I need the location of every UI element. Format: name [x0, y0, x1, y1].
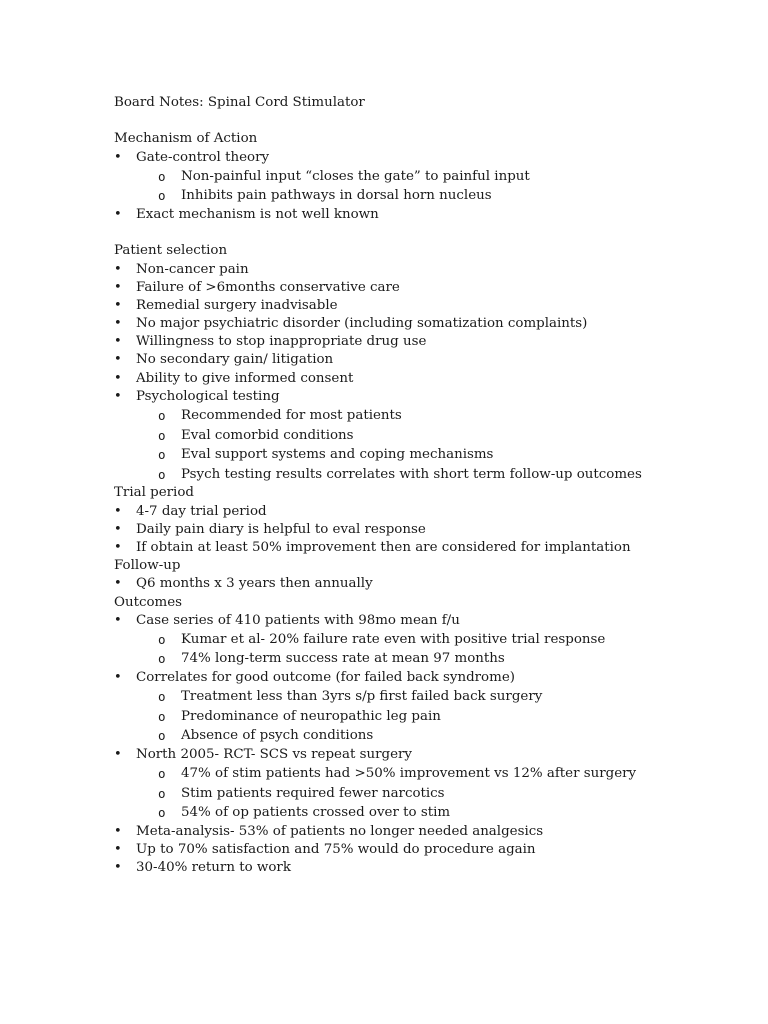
sub-bullet-item [114, 649, 744, 669]
sub-bullet-text: 47% of stim patients had >50% improvement vs 12% after surgery [181, 766, 637, 782]
bullet-item [114, 297, 744, 315]
sub-bullet-item [114, 764, 744, 784]
sub-bullet-item [114, 784, 744, 804]
sub-bullet-text: Recommended for most patients [181, 408, 402, 423]
bullet-marker: • [114, 388, 122, 404]
document-body [114, 130, 744, 877]
sub-bullet-item [114, 726, 744, 746]
sub-bullet-text: Treatment less than 3yrs s/p first failed back surgery [181, 689, 543, 705]
sub-bullet-marker: o [158, 766, 166, 782]
bullet-text: 4-7 day trial period [136, 503, 267, 519]
sub-bullet-text: Psych testing results correlates with short term follow-up outcomes [181, 466, 642, 482]
bullet-item [114, 388, 744, 406]
sub-bullet-text: Stim patients required fewer narcotics [181, 785, 445, 801]
sub-bullet-text: Eval comorbid conditions [181, 427, 354, 443]
bullet-text: Ability to give informed consent [136, 370, 354, 386]
bullet-text: Correlates for good outcome (for failed back syndrome) [136, 670, 515, 686]
sub-bullet-item [114, 426, 744, 446]
bullet-item [114, 521, 744, 539]
sub-bullet-item [114, 707, 744, 727]
sub-bullet-item [114, 687, 744, 707]
bullet-text: No major psychiatric disorder (including somatization complaints) [136, 316, 588, 332]
bullet-text: Q6 months x 3 years then annually [136, 576, 373, 592]
bullet-marker: • [114, 334, 122, 350]
bullet-marker: • [114, 206, 122, 222]
sub-bullet-marker: o [158, 447, 166, 463]
bullet-text: Meta-analysis- 53% of patients no longer needed analgesics [136, 824, 544, 839]
sub-bullet-item [114, 445, 744, 465]
bullet-item [114, 149, 744, 167]
document-title: Board Notes: Spinal Cord Stimulator [114, 95, 365, 110]
bullet-text: Remedial surgery inadvisable [136, 297, 338, 313]
spacer [114, 224, 744, 242]
bullet-text: North 2005- RCT- SCS vs repeat surgery [136, 747, 412, 763]
bullet-marker: • [114, 747, 122, 763]
sub-bullet-marker: o [158, 805, 166, 821]
bullet-text: Failure of >6months conservative care [136, 279, 400, 295]
bullet-marker: • [114, 503, 122, 519]
bullet-marker: • [114, 842, 122, 858]
bullet-text: Case series of 410 patients with 98mo mean f/u [136, 612, 460, 628]
spacer [114, 112, 744, 130]
sub-bullet-marker: o [158, 689, 166, 705]
bullet-marker: • [114, 370, 122, 386]
bullet-marker: • [114, 670, 122, 686]
sub-bullet-text: Absence of psych conditions [181, 728, 374, 744]
bullet-marker: • [114, 297, 122, 313]
bullet-item [114, 333, 744, 351]
bullet-text: If obtain at least 50% improvement then are considered for implantation [136, 539, 631, 555]
bullet-item [114, 841, 744, 859]
bullet-item [114, 370, 744, 388]
sub-bullet-text: 54% of op patients crossed over to stim [181, 805, 451, 821]
bullet-item [114, 206, 744, 224]
sub-bullet-text: Inhibits pain pathways in dorsal horn nucleus [181, 188, 492, 204]
bullet-item [114, 503, 744, 521]
bullet-marker: • [114, 279, 122, 295]
bullet-item [114, 823, 744, 841]
bullet-marker: • [114, 539, 122, 555]
bullet-item [114, 315, 744, 333]
bullet-text: Daily pain diary is helpful to eval response [136, 521, 426, 537]
sub-bullet-marker: o [158, 188, 166, 204]
bullet-item [114, 575, 744, 593]
bullet-item [114, 669, 744, 687]
section-heading: Follow-up [114, 558, 181, 574]
bullet-text: Psychological testing [136, 388, 280, 404]
sub-bullet-marker: o [158, 466, 166, 482]
sub-bullet-marker: o [158, 708, 166, 724]
sub-bullet-text: 74% long-term success rate at mean 97 months [181, 651, 505, 667]
section-heading: Trial period [114, 485, 194, 501]
sub-bullet-text: Kumar et al- 20% failure rate even with positive trial response [181, 631, 606, 647]
bullet-text: Willingness to stop inappropriate drug use [136, 334, 427, 350]
sub-bullet-item [114, 630, 744, 650]
sub-bullet-text: Predominance of neuropathic leg pain [181, 708, 441, 724]
bullet-text: Exact mechanism is not well known [136, 206, 379, 222]
bullet-text: No secondary gain/ litigation [136, 352, 334, 368]
bullet-text: 30-40% return to work [136, 860, 291, 876]
bullet-marker: • [114, 860, 122, 876]
bullet-item [114, 746, 744, 764]
sub-bullet-text: Non-painful input “closes the gate” to painful input [181, 168, 530, 184]
bullet-marker: • [114, 352, 122, 368]
bullet-marker: • [114, 316, 122, 332]
sub-bullet-text: Eval support systems and coping mechanisms [181, 447, 494, 463]
sub-bullet-marker: o [158, 631, 166, 647]
sub-bullet-marker: o [158, 785, 166, 801]
sub-bullet-marker: o [158, 168, 166, 184]
bullet-item [114, 612, 744, 630]
sub-bullet-marker: o [158, 408, 166, 423]
bullet-marker: • [114, 576, 122, 592]
sub-bullet-item [114, 167, 744, 187]
bullet-item [114, 279, 744, 297]
section-heading: Outcomes [114, 594, 183, 610]
bullet-text: Up to 70% satisfaction and 75% would do procedure again [136, 842, 536, 858]
sub-bullet-item [114, 803, 744, 823]
bullet-marker: • [114, 149, 122, 165]
bullet-marker: • [114, 261, 122, 277]
sub-bullet-marker: o [158, 728, 166, 744]
bullet-marker: • [114, 521, 122, 537]
section-heading: Patient selection [114, 243, 228, 259]
section-heading: Mechanism of Action [114, 131, 258, 147]
sub-bullet-item [114, 406, 744, 426]
bullet-marker: • [114, 824, 122, 839]
bullet-text: Non-cancer pain [136, 261, 249, 277]
sub-bullet-marker: o [158, 427, 166, 443]
bullet-item [114, 261, 744, 279]
bullet-item [114, 859, 744, 877]
sub-bullet-item [114, 186, 744, 206]
sub-bullet-marker: o [158, 651, 166, 667]
bullet-item [114, 351, 744, 369]
bullet-marker: • [114, 612, 122, 628]
bullet-item [114, 539, 744, 557]
bullet-text: Gate-control theory [136, 149, 270, 165]
sub-bullet-item [114, 465, 744, 485]
document-page [114, 94, 744, 878]
